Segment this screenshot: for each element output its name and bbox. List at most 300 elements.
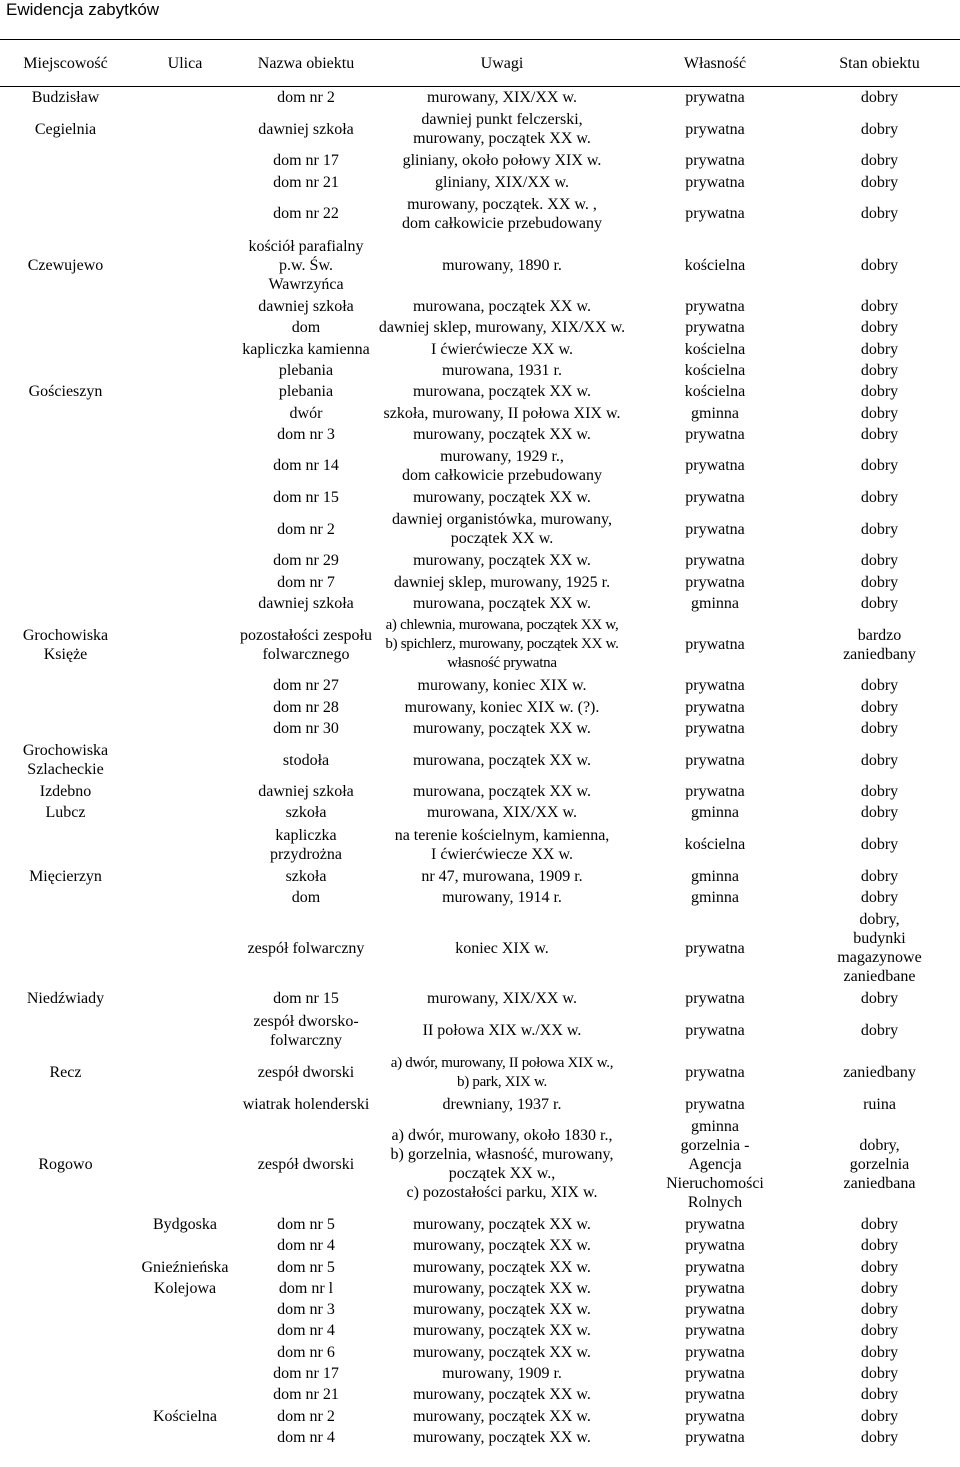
cell-locality xyxy=(0,824,131,866)
cell-locality: Recz xyxy=(49,1064,82,1082)
cell-locality xyxy=(0,317,131,338)
table-row xyxy=(0,739,960,781)
cell-object-name: dawniej szkoła xyxy=(258,120,354,138)
cell-object-name: stodoła xyxy=(282,751,330,769)
table-row xyxy=(0,87,960,109)
cell-street xyxy=(131,1342,239,1363)
cell-notes: murowany, 1929 r., dom całkowicie przebudowany xyxy=(402,447,602,484)
table-row xyxy=(0,1214,960,1235)
table-row xyxy=(0,1363,960,1384)
page-title: Ewidencja zabytków xyxy=(6,0,160,19)
cell-object-name: zespół dworski xyxy=(257,1155,355,1173)
cell-condition: dobry xyxy=(860,1343,899,1361)
cell-object-name: dom nr 14 xyxy=(273,457,339,475)
cell-ownership: gminna xyxy=(691,595,739,612)
cell-street xyxy=(131,887,239,908)
cell-notes: II połowa XIX w./XX w. xyxy=(422,1022,582,1040)
cell-street xyxy=(131,675,239,696)
table-row xyxy=(0,381,960,402)
cell-object-name: zespół folwarczny xyxy=(247,939,365,957)
cell-condition: dobry xyxy=(860,89,899,107)
table-row xyxy=(0,696,960,717)
cell-condition: dobry xyxy=(860,256,899,274)
table-row xyxy=(0,317,960,338)
table-row xyxy=(0,1384,960,1405)
cell-condition: dobry xyxy=(860,867,899,885)
cell-notes: murowany, koniec XIX w. (?). xyxy=(404,698,600,716)
cell-condition: dobry xyxy=(860,1428,899,1446)
cell-street xyxy=(131,824,239,866)
cell-notes: dawniej punkt felczerski, murowany, początek XX w. xyxy=(413,111,591,148)
cell-notes: murowana, XIX/XX w. xyxy=(426,804,578,822)
cell-locality xyxy=(0,296,131,317)
cell-ownership: prywatna xyxy=(685,552,745,570)
cell-condition: dobry xyxy=(860,1237,899,1255)
cell-condition: dobry xyxy=(860,719,899,737)
cell-object-name: kościół parafialny p.w. Św. Wawrzyńca xyxy=(248,237,364,293)
cell-object-name: dom nr 5 xyxy=(277,1258,335,1276)
cell-object-name: dom xyxy=(291,889,321,907)
cell-object-name: kapliczka przydrożna xyxy=(270,826,342,863)
cell-street xyxy=(131,718,239,739)
cell-object-name: plebania xyxy=(278,361,334,379)
cell-condition: bardzo zaniedbany xyxy=(843,626,916,663)
cell-ownership: prywatna xyxy=(685,489,745,507)
cell-locality: Cegielnia xyxy=(34,120,97,138)
header-ownership: Własność xyxy=(631,40,799,87)
cell-locality xyxy=(0,172,131,193)
cell-street xyxy=(131,988,239,1009)
cell-condition: ruina xyxy=(863,1095,896,1113)
table-row xyxy=(0,550,960,571)
cell-street xyxy=(131,487,239,508)
cell-notes: drewniany, 1937 r. xyxy=(442,1095,562,1113)
cell-ownership: prywatna xyxy=(685,1365,745,1383)
cell-condition: dobry xyxy=(860,425,899,443)
cell-ownership: prywatna xyxy=(685,1343,745,1361)
table-row xyxy=(0,866,960,887)
cell-notes: murowana, początek XX w. xyxy=(412,383,591,401)
cell-notes: na terenie kościelnym, kamienna, I ćwierćwiecze XX w. xyxy=(394,826,610,863)
cell-condition: dobry xyxy=(860,361,899,379)
cell-ownership: prywatna xyxy=(685,990,745,1008)
cell-notes: koniec XIX w. xyxy=(455,939,549,957)
cell-ownership: kościelna xyxy=(684,361,746,379)
cell-ownership: prywatna xyxy=(685,1279,745,1297)
cell-notes: murowany, początek XX w. xyxy=(413,1237,591,1255)
cell-street xyxy=(131,550,239,571)
table-row xyxy=(0,402,960,423)
cell-object-name: dom nr 17 xyxy=(273,152,339,170)
cell-ownership: prywatna xyxy=(685,1258,745,1276)
cell-condition: dobry xyxy=(860,173,899,191)
cell-locality xyxy=(0,445,131,487)
cell-ownership: prywatna xyxy=(685,677,745,695)
table-row xyxy=(0,1010,960,1052)
cell-ownership: prywatna xyxy=(685,1407,745,1425)
table-row xyxy=(0,1115,960,1214)
cell-object-name: zespół dworsko- folwarczny xyxy=(253,1012,359,1049)
cell-object-name: dom nr 6 xyxy=(277,1343,335,1361)
cell-notes: murowany, 1914 r. xyxy=(442,889,562,907)
cell-locality xyxy=(0,908,131,988)
cell-object-name: dom nr 17 xyxy=(273,1365,339,1383)
cell-notes: gliniany, około połowy XIX w. xyxy=(402,152,602,170)
cell-locality xyxy=(0,1342,131,1363)
cell-ownership: prywatna xyxy=(685,520,745,538)
cell-locality xyxy=(0,487,131,508)
cell-condition: dobry xyxy=(860,520,899,538)
cell-condition: dobry xyxy=(860,836,899,854)
cell-object-name: dom nr 29 xyxy=(273,552,339,570)
header-notes: Uwagi xyxy=(373,40,631,87)
cell-locality xyxy=(0,1320,131,1341)
cell-condition: dobry xyxy=(860,990,899,1008)
cell-locality xyxy=(0,550,131,571)
table-row xyxy=(0,1427,960,1448)
cell-condition: dobry xyxy=(860,552,899,570)
cell-object-name: dawniej szkoła xyxy=(258,298,354,316)
cell-ownership: kościelna xyxy=(684,256,746,274)
table-row xyxy=(0,508,960,550)
cell-locality xyxy=(0,1214,131,1235)
cell-locality xyxy=(0,1094,131,1115)
cell-ownership: prywatna xyxy=(685,89,745,107)
cell-condition: dobry, budynki magazynowe zaniedbane xyxy=(837,911,922,986)
cell-locality: Izdebno xyxy=(39,783,92,801)
cell-condition: dobry xyxy=(860,1365,899,1383)
cell-condition: dobry xyxy=(860,1386,899,1404)
cell-ownership: prywatna xyxy=(685,425,745,443)
table-row xyxy=(0,718,960,739)
cell-object-name: dom nr l xyxy=(278,1279,334,1297)
cell-ownership: prywatna xyxy=(685,1386,745,1404)
cell-street xyxy=(131,739,239,781)
cell-notes: a) dwór, murowany, II połowa XIX w., b) park, XIX w. xyxy=(390,1054,614,1090)
cell-notes: a) chlewnia, murowana, początek XX w, b) spichlerz, murowany, początek XX w. własność prywatna xyxy=(385,617,619,672)
cell-locality: Rogowo xyxy=(38,1155,93,1173)
cell-condition: dobry xyxy=(860,751,899,769)
cell-ownership: prywatna xyxy=(685,1428,745,1446)
cell-locality: Czewujewo xyxy=(27,256,104,274)
cell-ownership: kościelna xyxy=(684,383,746,401)
cell-locality xyxy=(0,1406,131,1427)
cell-notes: murowana, 1931 r. xyxy=(442,361,562,379)
cell-locality xyxy=(0,887,131,908)
table-row xyxy=(0,487,960,508)
header-object-name: Nazwa obiektu xyxy=(239,40,373,87)
cell-object-name: dom nr 2 xyxy=(277,1407,335,1425)
cell-ownership: kościelna xyxy=(684,340,746,358)
table-row xyxy=(0,445,960,487)
cell-notes: dawniej sklep, murowany, 1925 r. xyxy=(393,573,611,591)
cell-notes: a) dwór, murowany, około 1830 r., b) gorzelnia, własność, murowany, początek XX w., c) pozostałości parku, XIX w. xyxy=(390,1127,614,1202)
cell-condition: dobry xyxy=(860,1322,899,1340)
cell-street xyxy=(131,1052,239,1094)
cell-locality: Niedźwiady xyxy=(26,990,105,1008)
table-row xyxy=(0,296,960,317)
cell-ownership: prywatna xyxy=(685,751,745,769)
cell-ownership: prywatna xyxy=(685,457,745,475)
cell-notes: murowany, początek XX w. xyxy=(413,552,591,570)
cell-condition: dobry xyxy=(860,889,899,907)
cell-object-name: dom nr 4 xyxy=(277,1322,335,1340)
cell-object-name: wiatrak holenderski xyxy=(242,1095,370,1113)
cell-object-name: dom nr 4 xyxy=(277,1428,335,1446)
cell-street xyxy=(131,508,239,550)
table-row xyxy=(0,614,960,675)
cell-locality: Gościeszyn xyxy=(28,383,103,401)
cell-street xyxy=(131,696,239,717)
cell-locality xyxy=(0,424,131,445)
cell-condition: dobry xyxy=(860,383,899,401)
cell-notes: murowany, początek XX w. xyxy=(413,1343,591,1361)
cell-locality xyxy=(0,1299,131,1320)
cell-ownership: prywatna xyxy=(685,205,745,223)
header-locality: Miejscowość xyxy=(0,40,131,87)
table-row xyxy=(0,193,960,235)
cell-ownership: prywatna xyxy=(685,1215,745,1233)
cell-locality xyxy=(0,1427,131,1448)
cell-object-name: dom xyxy=(291,319,321,337)
cell-street: Bydgoska xyxy=(153,1215,217,1233)
cell-street: Kościelna xyxy=(153,1407,217,1425)
cell-street xyxy=(131,193,239,235)
cell-street: Gnieźnieńska xyxy=(141,1258,229,1276)
cell-locality xyxy=(0,338,131,359)
table-row xyxy=(0,150,960,171)
cell-notes: gliniany, XIX/XX w. xyxy=(435,173,569,191)
cell-condition: dobry xyxy=(860,595,899,612)
table-row xyxy=(0,887,960,908)
cell-ownership: gminna gorzelnia - Agencja Nieruchomości Rolnych xyxy=(666,1117,764,1211)
cell-object-name: dom nr 4 xyxy=(277,1237,335,1255)
table-row xyxy=(0,908,960,988)
cell-object-name: dwór xyxy=(289,404,323,422)
cell-ownership: prywatna xyxy=(685,152,745,170)
monuments-table xyxy=(0,39,960,1448)
cell-object-name: dom nr 3 xyxy=(277,1301,335,1319)
table-row xyxy=(0,802,960,823)
cell-street xyxy=(131,1427,239,1448)
cell-ownership: prywatna xyxy=(685,319,745,337)
cell-object-name: dom nr 15 xyxy=(273,489,339,507)
cell-object-name: dom nr 21 xyxy=(273,173,339,191)
cell-locality xyxy=(0,508,131,550)
cell-object-name: dom nr 27 xyxy=(273,677,339,695)
cell-object-name: zespół dworski xyxy=(257,1064,355,1082)
cell-street: Kolejowa xyxy=(153,1279,217,1297)
cell-street xyxy=(131,235,239,296)
cell-condition: dobry xyxy=(860,404,899,422)
cell-street xyxy=(131,802,239,823)
cell-locality xyxy=(0,1363,131,1384)
cell-ownership: prywatna xyxy=(685,698,745,716)
cell-condition: dobry xyxy=(860,573,899,591)
cell-street xyxy=(131,1384,239,1405)
cell-street xyxy=(131,317,239,338)
cell-notes: murowany, początek XX w. xyxy=(413,1279,591,1297)
table-row xyxy=(0,360,960,381)
cell-street xyxy=(131,1320,239,1341)
cell-locality: Lubcz xyxy=(45,804,86,822)
cell-object-name: dom nr 2 xyxy=(277,520,335,538)
cell-locality: Mięcierzyn xyxy=(29,867,102,885)
cell-notes: murowany, początek XX w. xyxy=(413,425,591,443)
cell-street xyxy=(131,445,239,487)
cell-notes: murowany, początek XX w. xyxy=(413,1322,591,1340)
cell-object-name: dom nr 22 xyxy=(273,205,339,223)
table-row xyxy=(0,338,960,359)
cell-locality xyxy=(0,1384,131,1405)
table-body xyxy=(0,87,960,1449)
cell-condition: dobry xyxy=(860,1407,899,1425)
cell-notes: murowany, początek XX w. xyxy=(413,1215,591,1233)
cell-ownership: prywatna xyxy=(685,1095,745,1113)
table-row xyxy=(0,593,960,614)
cell-ownership: prywatna xyxy=(685,783,745,801)
cell-notes: dawniej sklep, murowany, XIX/XX w. xyxy=(378,319,626,337)
cell-street xyxy=(131,781,239,802)
cell-object-name: dom nr 5 xyxy=(277,1215,335,1233)
cell-notes: murowany, początek XX w. xyxy=(413,1386,591,1404)
cell-street xyxy=(131,87,239,109)
table-row xyxy=(0,108,960,150)
table-row xyxy=(0,1256,960,1277)
cell-object-name: dom nr 7 xyxy=(277,573,335,591)
cell-street xyxy=(131,402,239,423)
table-row xyxy=(0,988,960,1009)
cell-locality xyxy=(0,718,131,739)
cell-object-name: szkoła xyxy=(285,804,327,822)
cell-locality: Budzisław xyxy=(31,89,100,107)
cell-ownership: gminna xyxy=(691,404,739,422)
cell-ownership: prywatna xyxy=(685,173,745,191)
cell-notes: murowana, początek XX w. xyxy=(412,751,591,769)
cell-street xyxy=(131,360,239,381)
cell-street xyxy=(131,338,239,359)
header-street: Ulica xyxy=(131,40,239,87)
cell-locality xyxy=(0,696,131,717)
cell-locality xyxy=(0,1278,131,1299)
cell-condition: dobry xyxy=(860,698,899,716)
cell-street xyxy=(131,593,239,614)
cell-street xyxy=(131,908,239,988)
cell-street xyxy=(131,1094,239,1115)
table-row xyxy=(0,172,960,193)
cell-notes: nr 47, murowana, 1909 r. xyxy=(421,867,583,885)
cell-ownership: prywatna xyxy=(685,1064,745,1082)
cell-object-name: dom nr 30 xyxy=(273,719,339,737)
cell-condition: dobry xyxy=(860,677,899,695)
cell-condition: dobry xyxy=(860,1279,899,1297)
cell-locality xyxy=(0,193,131,235)
cell-ownership: prywatna xyxy=(685,1301,745,1319)
cell-notes: murowany, XIX/XX w. xyxy=(427,89,577,107)
cell-ownership: prywatna xyxy=(685,298,745,316)
cell-ownership: gminna xyxy=(691,889,739,907)
cell-street xyxy=(131,381,239,402)
cell-ownership: prywatna xyxy=(685,636,745,654)
cell-condition: dobry xyxy=(860,1301,899,1319)
cell-object-name: kapliczka kamienna xyxy=(242,340,370,358)
table-row xyxy=(0,824,960,866)
cell-locality: Grochowiska Szlacheckie xyxy=(22,742,109,779)
cell-condition: dobry, gorzelnia zaniedbana xyxy=(843,1136,916,1192)
cell-condition: dobry xyxy=(860,1215,899,1233)
cell-object-name: dom nr 3 xyxy=(277,425,335,443)
cell-condition: dobry xyxy=(860,804,899,822)
cell-ownership: prywatna xyxy=(685,719,745,737)
table-row xyxy=(0,572,960,593)
cell-ownership: prywatna xyxy=(685,573,745,591)
table-row xyxy=(0,1278,960,1299)
cell-street xyxy=(131,1299,239,1320)
cell-ownership: prywatna xyxy=(685,120,745,138)
cell-ownership: kościelna xyxy=(684,836,746,854)
table-row xyxy=(0,1342,960,1363)
cell-object-name: dom nr 28 xyxy=(273,698,339,716)
cell-notes: murowany, XIX/XX w. xyxy=(427,990,577,1008)
cell-locality xyxy=(0,675,131,696)
cell-notes: murowany, początek XX w. xyxy=(413,1258,591,1276)
cell-notes: murowany, 1890 r. xyxy=(442,256,562,274)
cell-street xyxy=(131,1010,239,1052)
cell-object-name: dawniej szkoła xyxy=(258,783,354,801)
table-row xyxy=(0,675,960,696)
cell-object-name: dom nr 15 xyxy=(273,990,339,1008)
table-row xyxy=(0,1094,960,1115)
cell-notes: murowana, początek XX w. xyxy=(412,783,591,801)
cell-condition: zaniedbany xyxy=(843,1064,916,1082)
cell-street xyxy=(131,172,239,193)
table-row xyxy=(0,1235,960,1256)
table-row xyxy=(0,1052,960,1094)
cell-condition: dobry xyxy=(860,340,899,358)
cell-condition: dobry xyxy=(860,205,899,223)
cell-street xyxy=(131,424,239,445)
cell-object-name: dawniej szkoła xyxy=(258,595,354,612)
cell-notes: I ćwierćwiecze XX w. xyxy=(431,340,573,358)
cell-condition: dobry xyxy=(860,1258,899,1276)
cell-locality: Grochowiska Księżе xyxy=(22,626,109,663)
table-header-row xyxy=(0,40,960,87)
table-row xyxy=(0,1299,960,1320)
table-row xyxy=(0,235,960,296)
cell-notes: murowany, początek XX w. xyxy=(413,719,591,737)
cell-locality xyxy=(0,1256,131,1277)
cell-object-name: dom nr 21 xyxy=(273,1386,339,1404)
cell-condition: dobry xyxy=(860,298,899,316)
cell-condition: dobry xyxy=(860,152,899,170)
cell-locality xyxy=(0,1010,131,1052)
cell-street xyxy=(131,108,239,150)
cell-street xyxy=(131,614,239,675)
cell-notes: murowana, początek XX w. xyxy=(412,595,591,612)
cell-locality xyxy=(0,593,131,614)
cell-locality xyxy=(0,150,131,171)
table-row xyxy=(0,424,960,445)
cell-notes: murowany, początek XX w. xyxy=(413,1428,591,1446)
cell-condition: dobry xyxy=(860,319,899,337)
cell-ownership: prywatna xyxy=(685,939,745,957)
cell-ownership: prywatna xyxy=(685,1022,745,1040)
header-condition: Stan obiektu xyxy=(799,40,960,87)
cell-ownership: prywatna xyxy=(685,1322,745,1340)
cell-notes: murowany, początek. XX w. , dom całkowicie przebudowany xyxy=(402,195,602,232)
table-row xyxy=(0,781,960,802)
cell-object-name: dom nr 2 xyxy=(277,89,335,107)
